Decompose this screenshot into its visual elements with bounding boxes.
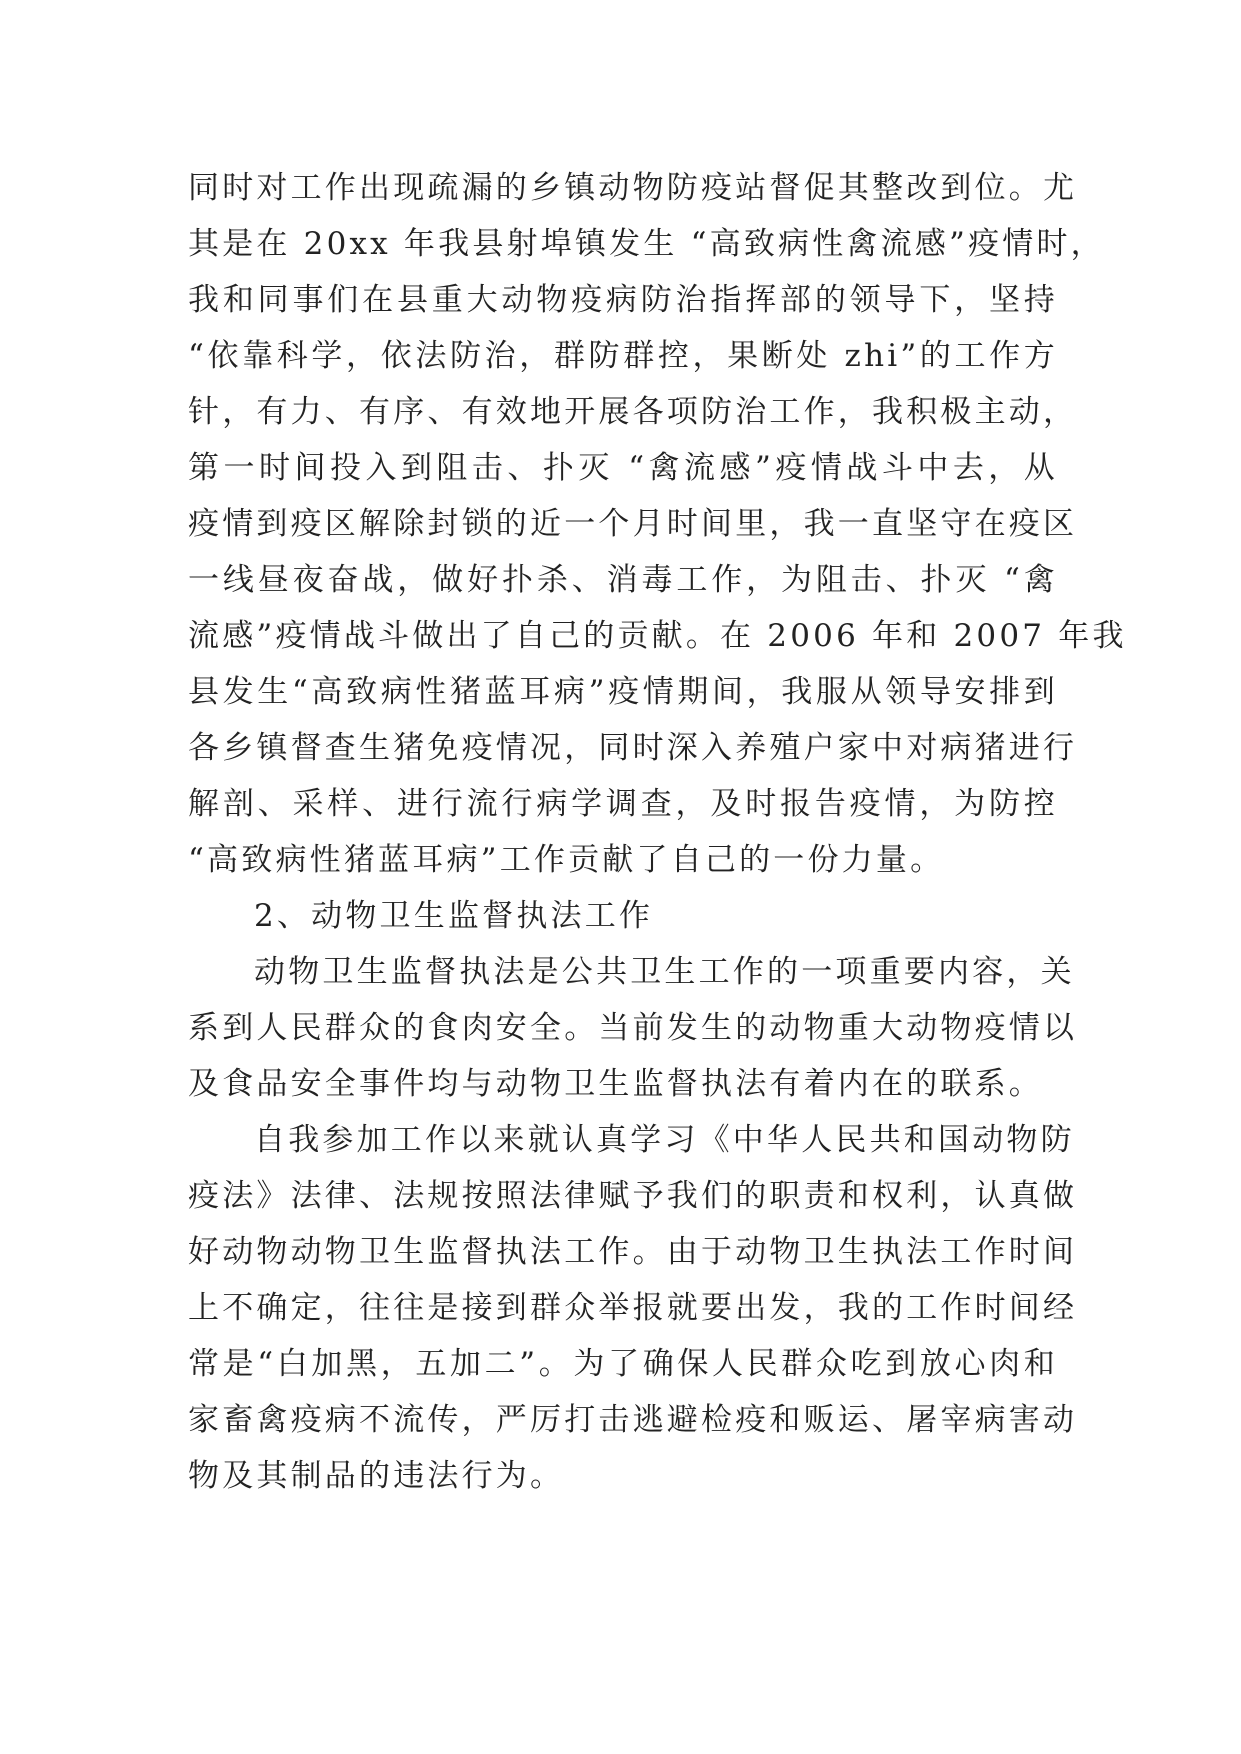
text-line: 自我参加工作以来就认真学习《中华人民共和国动物防: [254, 1122, 1075, 1158]
text-line: 流感”疫情战斗做出了自己的贡献。在 2006 年和 2007 年我: [188, 618, 1127, 654]
text-line: 2、动物卫生监督执法工作: [254, 898, 654, 934]
text-line: 系到人民群众的食肉安全。当前发生的动物重大动物疫情以: [188, 1010, 1078, 1046]
text-line: 上不确定，往往是接到群众举报就要出发，我的工作时间经: [188, 1290, 1078, 1326]
text-line: 第一时间投入到阻击、扑灭 “禽流感”疫情战斗中去，从: [188, 450, 1058, 486]
text-line: 我和同事们在县重大动物疫病防治指挥部的领导下，坚持: [188, 282, 1058, 318]
text-line: 常是“白加黑，五加二”。为了确保人民群众吃到放心肉和: [188, 1346, 1058, 1382]
text-line: 各乡镇督查生猪免疫情况，同时深入养殖户家中对病猪进行: [188, 730, 1078, 766]
text-line: 家畜禽疫病不流传，严厉打击逃避检疫和贩运、屠宰病害动: [188, 1402, 1078, 1438]
text-line: “高致病性猪蓝耳病”工作贡献了自己的一份力量。: [188, 842, 945, 878]
text-line: “依靠科学，依法防治，群防群控，果断处 zhi”的工作方: [188, 338, 1058, 374]
text-line: 好动物动物卫生监督执法工作。由于动物卫生执法工作时间: [188, 1234, 1078, 1270]
text-line: 动物卫生监督执法是公共卫生工作的一项重要内容，关: [254, 954, 1075, 990]
text-line: 解剖、采样、进行流行病学调查，及时报告疫情，为防控: [188, 786, 1058, 822]
text-line: 疫情到疫区解除封锁的近一个月时间里，我一直坚守在疫区: [188, 506, 1078, 542]
text-line: 县发生“高致病性猪蓝耳病”疫情期间，我服从领导安排到: [188, 674, 1058, 710]
text-line: 及食品安全事件均与动物卫生监督执法有着内在的联系。: [188, 1066, 1043, 1102]
text-line: 针，有力、有序、有效地开展各项防治工作，我积极主动，: [188, 394, 1078, 430]
text-line: 疫法》法律、法规按照法律赋予我们的职责和权利，认真做: [188, 1178, 1078, 1214]
document-body: [188, 160, 1127, 1504]
text-line: 一线昼夜奋战，做好扑杀、消毒工作，为阻击、扑灭 “禽: [188, 562, 1058, 598]
text-line: 物及其制品的违法行为。: [188, 1458, 565, 1494]
text-line: 同时对工作出现疏漏的乡镇动物防疫站督促其整改到位。尤: [188, 170, 1078, 206]
text-line: 其是在 20xx 年我县射埠镇发生 “高致病性禽流感”疫情时，: [188, 226, 1105, 262]
